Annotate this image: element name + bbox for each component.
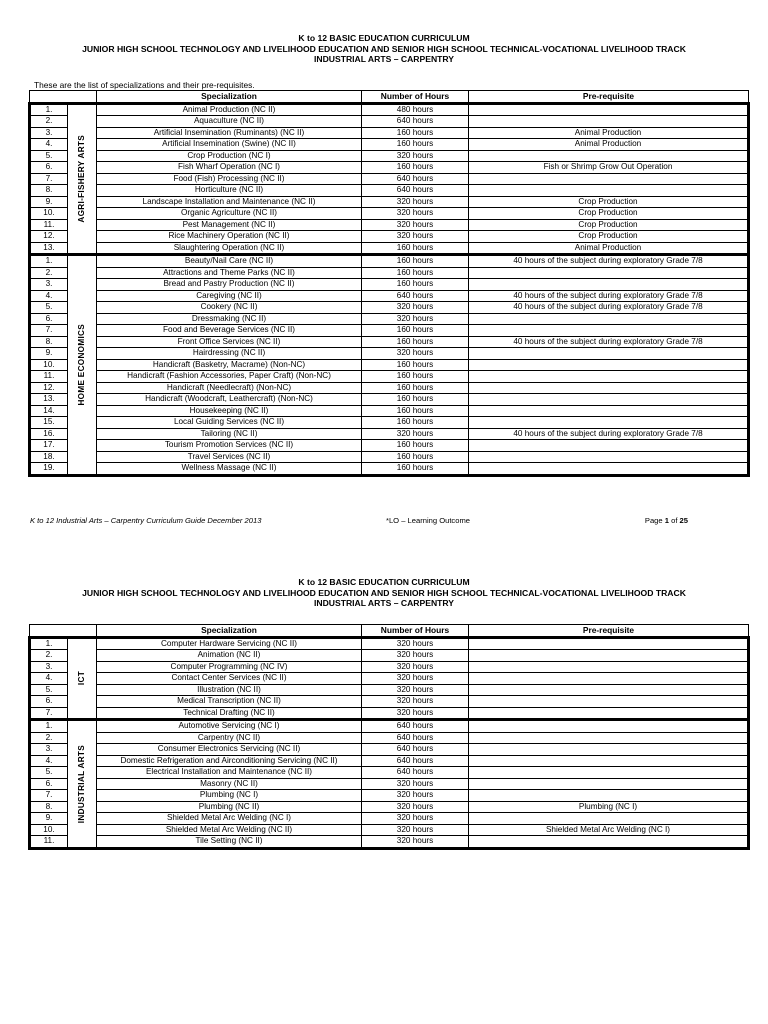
prerequisite-cell bbox=[469, 732, 749, 744]
row-number: 2. bbox=[30, 267, 68, 279]
prerequisite-cell bbox=[469, 836, 749, 849]
table-row bbox=[30, 755, 749, 767]
hours-cell: 320 hours bbox=[362, 313, 469, 325]
blank-header bbox=[30, 625, 68, 638]
table-row bbox=[30, 279, 749, 291]
row-number: 11. bbox=[30, 371, 68, 383]
header-line3: INDUSTRIAL ARTS – CARPENTRY bbox=[313, 598, 455, 608]
specialization-cell: Masonry (NC II) bbox=[97, 778, 362, 790]
table-row bbox=[30, 767, 749, 779]
table-row bbox=[30, 428, 749, 440]
page2-header bbox=[0, 577, 768, 609]
prerequisite-cell: Shielded Metal Arc Welding (NC I) bbox=[469, 824, 749, 836]
row-number: 11. bbox=[30, 836, 68, 849]
specialization-cell: Handicraft (Woodcraft, Leathercraft) (Non-NC) bbox=[97, 394, 362, 406]
header-line1: K to 12 BASIC EDUCATION CURRICULUM bbox=[298, 33, 470, 43]
row-number: 7. bbox=[30, 790, 68, 802]
intro-text: These are the list of specializations and their pre-requisites. bbox=[34, 80, 255, 90]
prerequisite-cell: 40 hours of the subject during exploratory Grade 7/8 bbox=[469, 428, 749, 440]
footer-lo-note: *LO – Learning Outcome bbox=[386, 516, 471, 525]
specialization-cell: Illustration (NC II) bbox=[97, 684, 362, 696]
specialization-cell: Consumer Electronics Servicing (NC II) bbox=[97, 744, 362, 756]
table-row bbox=[30, 707, 749, 720]
specialization-cell: Tourism Promotion Services (NC II) bbox=[97, 440, 362, 452]
specialization-cell: Food and Beverage Services (NC II) bbox=[97, 325, 362, 337]
hours-cell: 160 hours bbox=[362, 394, 469, 406]
specialization-cell: Handicraft (Needlecraft) (Non-NC) bbox=[97, 382, 362, 394]
prerequisite-cell: 40 hours of the subject during exploratory Grade 7/8 bbox=[469, 336, 749, 348]
hours-cell: 320 hours bbox=[362, 637, 469, 650]
row-number: 4. bbox=[30, 139, 68, 151]
table-row bbox=[30, 732, 749, 744]
table-row bbox=[30, 196, 749, 208]
category-label-cell bbox=[68, 103, 97, 255]
prerequisite-cell bbox=[469, 103, 749, 116]
hours-cell: 640 hours bbox=[362, 732, 469, 744]
category-label: ICT bbox=[77, 671, 86, 686]
table-row bbox=[30, 801, 749, 813]
specialization-cell: Pest Management (NC II) bbox=[97, 219, 362, 231]
prerequisite-cell bbox=[469, 173, 749, 185]
row-number: 7. bbox=[30, 707, 68, 720]
specialization-cell: Wellness Massage (NC II) bbox=[97, 463, 362, 476]
prerequisite-cell bbox=[469, 440, 749, 452]
group-home-economics bbox=[30, 255, 749, 476]
prerequisite-cell bbox=[469, 650, 749, 662]
specialization-cell: Tile Setting (NC II) bbox=[97, 836, 362, 849]
specialization-cell: Beauty/Nail Care (NC II) bbox=[97, 255, 362, 268]
table-row bbox=[30, 185, 749, 197]
table-row bbox=[30, 824, 749, 836]
specialization-cell: Cookery (NC II) bbox=[97, 302, 362, 314]
row-number: 13. bbox=[30, 394, 68, 406]
row-number: 10. bbox=[30, 824, 68, 836]
row-number: 4. bbox=[30, 673, 68, 685]
hours-cell: 320 hours bbox=[362, 650, 469, 662]
specialization-cell: Slaughtering Operation (NC II) bbox=[97, 242, 362, 255]
specialization-cell: Fish Wharf Operation (NC I) bbox=[97, 162, 362, 174]
row-number: 17. bbox=[30, 440, 68, 452]
specialization-table-page2 bbox=[28, 624, 750, 850]
category-label-cell bbox=[68, 637, 97, 720]
prerequisite-cell bbox=[469, 463, 749, 476]
hours-cell: 160 hours bbox=[362, 405, 469, 417]
row-number: 14. bbox=[30, 405, 68, 417]
row-number: 11. bbox=[30, 219, 68, 231]
row-number: 9. bbox=[30, 196, 68, 208]
specialization-cell: Artificial Insemination (Ruminants) (NC II) bbox=[97, 127, 362, 139]
hours-cell: 320 hours bbox=[362, 696, 469, 708]
prerequisite-cell: 40 hours of the subject during exploratory Grade 7/8 bbox=[469, 255, 749, 268]
hours-cell: 160 hours bbox=[362, 267, 469, 279]
table-row bbox=[30, 463, 749, 476]
blank-header bbox=[68, 625, 97, 638]
row-number: 5. bbox=[30, 302, 68, 314]
prerequisite-cell: Crop Production bbox=[469, 208, 749, 220]
hours-cell: 320 hours bbox=[362, 684, 469, 696]
row-number: 2. bbox=[30, 732, 68, 744]
prerequisite-cell: 40 hours of the subject during exploratory Grade 7/8 bbox=[469, 290, 749, 302]
row-number: 19. bbox=[30, 463, 68, 476]
row-number: 6. bbox=[30, 696, 68, 708]
specialization-cell: Animal Production (NC II) bbox=[97, 103, 362, 116]
table-row bbox=[30, 637, 749, 650]
table-row bbox=[30, 650, 749, 662]
table-row bbox=[30, 684, 749, 696]
prerequisite-cell bbox=[469, 394, 749, 406]
hours-cell: 160 hours bbox=[362, 279, 469, 291]
table-row bbox=[30, 208, 749, 220]
table-row bbox=[30, 778, 749, 790]
prerequisite-cell bbox=[469, 755, 749, 767]
row-number: 12. bbox=[30, 382, 68, 394]
specialization-cell: Handicraft (Fashion Accessories, Paper Craft) (Non-NC) bbox=[97, 371, 362, 383]
specialization-cell: Local Guiding Services (NC II) bbox=[97, 417, 362, 429]
table-row bbox=[30, 790, 749, 802]
prerequisite-cell: Animal Production bbox=[469, 127, 749, 139]
prereq-header: Pre-requisite bbox=[469, 625, 749, 638]
row-number: 6. bbox=[30, 313, 68, 325]
table-row bbox=[30, 394, 749, 406]
row-number: 8. bbox=[30, 336, 68, 348]
specialization-cell: Horticulture (NC II) bbox=[97, 185, 362, 197]
table-row bbox=[30, 325, 749, 337]
category-label-cell bbox=[68, 720, 97, 849]
prerequisite-cell: Crop Production bbox=[469, 231, 749, 243]
hours-cell: 160 hours bbox=[362, 417, 469, 429]
hours-cell: 640 hours bbox=[362, 744, 469, 756]
specialization-header: Specialization bbox=[97, 91, 362, 104]
hours-cell: 160 hours bbox=[362, 242, 469, 255]
row-number: 9. bbox=[30, 348, 68, 360]
prerequisite-cell bbox=[469, 116, 749, 128]
specialization-cell: Shielded Metal Arc Welding (NC II) bbox=[97, 824, 362, 836]
table-row bbox=[30, 173, 749, 185]
prerequisite-cell bbox=[469, 279, 749, 291]
specialization-cell: Plumbing (NC II) bbox=[97, 801, 362, 813]
row-number: 7. bbox=[30, 173, 68, 185]
row-number: 2. bbox=[30, 650, 68, 662]
prerequisite-cell bbox=[469, 150, 749, 162]
table-row bbox=[30, 673, 749, 685]
specialization-cell: Attractions and Theme Parks (NC II) bbox=[97, 267, 362, 279]
category-label: AGRI-FISHERY ARTS bbox=[77, 134, 86, 223]
row-number: 16. bbox=[30, 428, 68, 440]
specialization-cell: Computer Hardware Servicing (NC II) bbox=[97, 637, 362, 650]
hours-header: Number of Hours bbox=[362, 625, 469, 638]
row-number: 3. bbox=[30, 127, 68, 139]
prerequisite-cell bbox=[469, 790, 749, 802]
prerequisite-cell bbox=[469, 325, 749, 337]
table-row bbox=[30, 127, 749, 139]
hours-cell: 320 hours bbox=[362, 219, 469, 231]
specialization-cell: Caregiving (NC II) bbox=[97, 290, 362, 302]
row-number: 2. bbox=[30, 116, 68, 128]
hours-cell: 640 hours bbox=[362, 116, 469, 128]
footer-page-number bbox=[645, 516, 688, 525]
specialization-cell: Artificial Insemination (Swine) (NC II) bbox=[97, 139, 362, 151]
hours-cell: 320 hours bbox=[362, 150, 469, 162]
specialization-cell: Tailoring (NC II) bbox=[97, 428, 362, 440]
hours-cell: 640 hours bbox=[362, 173, 469, 185]
prerequisite-cell bbox=[469, 185, 749, 197]
hours-cell: 320 hours bbox=[362, 231, 469, 243]
hours-cell: 160 hours bbox=[362, 162, 469, 174]
hours-cell: 640 hours bbox=[362, 755, 469, 767]
table-row bbox=[30, 371, 749, 383]
hours-cell: 320 hours bbox=[362, 824, 469, 836]
specialization-header: Specialization bbox=[97, 625, 362, 638]
row-number: 10. bbox=[30, 208, 68, 220]
row-number: 15. bbox=[30, 417, 68, 429]
specialization-cell: Front Office Services (NC II) bbox=[97, 336, 362, 348]
row-number: 1. bbox=[30, 637, 68, 650]
specialization-cell: Plumbing (NC I) bbox=[97, 790, 362, 802]
specialization-cell: Computer Programming (NC IV) bbox=[97, 661, 362, 673]
table-row bbox=[30, 720, 749, 733]
prerequisite-cell bbox=[469, 348, 749, 360]
specialization-cell: Travel Services (NC II) bbox=[97, 451, 362, 463]
prerequisite-cell bbox=[469, 661, 749, 673]
row-number: 9. bbox=[30, 813, 68, 825]
table-row bbox=[30, 290, 749, 302]
specialization-cell: Medical Transcription (NC II) bbox=[97, 696, 362, 708]
table-row bbox=[30, 417, 749, 429]
row-number: 13. bbox=[30, 242, 68, 255]
page-of: of bbox=[668, 516, 680, 525]
table-header-row bbox=[30, 625, 749, 638]
specialization-cell: Housekeeping (NC II) bbox=[97, 405, 362, 417]
prerequisite-cell bbox=[469, 451, 749, 463]
prerequisite-cell: Animal Production bbox=[469, 242, 749, 255]
specialization-cell: Handicraft (Basketry, Macrame) (Non-NC) bbox=[97, 359, 362, 371]
prerequisite-cell bbox=[469, 707, 749, 720]
hours-cell: 640 hours bbox=[362, 290, 469, 302]
category-label: HOME ECONOMICS bbox=[77, 323, 86, 406]
prerequisite-cell: 40 hours of the subject during exploratory Grade 7/8 bbox=[469, 302, 749, 314]
specialization-cell: Hairdressing (NC II) bbox=[97, 348, 362, 360]
table-row bbox=[30, 313, 749, 325]
table-row bbox=[30, 139, 749, 151]
page-current: 1 bbox=[664, 516, 669, 525]
table-row bbox=[30, 267, 749, 279]
hours-cell: 160 hours bbox=[362, 359, 469, 371]
table-row bbox=[30, 255, 749, 268]
header-line2: JUNIOR HIGH SCHOOL TECHNOLOGY AND LIVELIHOOD EDUCATION AND SENIOR HIGH SCHOOL TECHNICAL-VOCATIONAL LIVELIHOOD TRACK bbox=[82, 587, 686, 598]
prerequisite-cell: Plumbing (NC I) bbox=[469, 801, 749, 813]
row-number: 5. bbox=[30, 767, 68, 779]
header-line1: K to 12 BASIC EDUCATION CURRICULUM bbox=[298, 577, 470, 587]
table-row bbox=[30, 302, 749, 314]
prerequisite-cell bbox=[469, 720, 749, 733]
hours-cell: 320 hours bbox=[362, 778, 469, 790]
row-number: 5. bbox=[30, 150, 68, 162]
prerequisite-cell bbox=[469, 417, 749, 429]
specialization-cell: Crop Production (NC I) bbox=[97, 150, 362, 162]
prerequisite-cell bbox=[469, 405, 749, 417]
prerequisite-cell bbox=[469, 778, 749, 790]
row-number: 10. bbox=[30, 359, 68, 371]
hours-cell: 480 hours bbox=[362, 103, 469, 116]
table-row bbox=[30, 242, 749, 255]
row-number: 3. bbox=[30, 661, 68, 673]
row-number: 18. bbox=[30, 451, 68, 463]
table-row bbox=[30, 440, 749, 452]
hours-cell: 640 hours bbox=[362, 185, 469, 197]
hours-cell: 320 hours bbox=[362, 836, 469, 849]
hours-cell: 320 hours bbox=[362, 673, 469, 685]
hours-cell: 320 hours bbox=[362, 302, 469, 314]
hours-cell: 160 hours bbox=[362, 382, 469, 394]
header-line2: JUNIOR HIGH SCHOOL TECHNOLOGY AND LIVELIHOOD EDUCATION AND SENIOR HIGH SCHOOL TECHNICAL-VOCATIONAL LIVELIHOOD TRACK bbox=[82, 43, 686, 54]
specialization-cell: Automotive Servicing (NC I) bbox=[97, 720, 362, 733]
row-number: 3. bbox=[30, 744, 68, 756]
prerequisite-cell bbox=[469, 637, 749, 650]
table-row bbox=[30, 451, 749, 463]
prerequisite-cell bbox=[469, 267, 749, 279]
header-line3: INDUSTRIAL ARTS – CARPENTRY bbox=[313, 54, 455, 64]
specialization-cell: Technical Drafting (NC II) bbox=[97, 707, 362, 720]
category-label: INDUSTRIAL ARTS bbox=[77, 744, 86, 823]
table-row bbox=[30, 116, 749, 128]
hours-cell: 320 hours bbox=[362, 428, 469, 440]
category-label-cell bbox=[68, 255, 97, 476]
table-row bbox=[30, 231, 749, 243]
specialization-cell: Bread and Pastry Production (NC II) bbox=[97, 279, 362, 291]
specialization-cell: Food (Fish) Processing (NC II) bbox=[97, 173, 362, 185]
table-row bbox=[30, 336, 749, 348]
specialization-cell: Animation (NC II) bbox=[97, 650, 362, 662]
specialization-cell: Landscape Installation and Maintenance (NC II) bbox=[97, 196, 362, 208]
prerequisite-cell bbox=[469, 313, 749, 325]
hours-cell: 160 hours bbox=[362, 336, 469, 348]
footer-guide-title: K to 12 Industrial Arts – Carpentry Curriculum Guide December 2013 bbox=[30, 516, 262, 525]
row-number: 3. bbox=[30, 279, 68, 291]
table-row bbox=[30, 836, 749, 849]
prerequisite-cell bbox=[469, 696, 749, 708]
prerequisite-cell bbox=[469, 673, 749, 685]
hours-header: Number of Hours bbox=[362, 91, 469, 104]
specialization-cell: Electrical Installation and Maintenance (NC II) bbox=[97, 767, 362, 779]
prerequisite-cell: Crop Production bbox=[469, 219, 749, 231]
specialization-cell: Rice Machinery Operation (NC II) bbox=[97, 231, 362, 243]
blank-header bbox=[30, 91, 68, 104]
table-row bbox=[30, 150, 749, 162]
hours-cell: 160 hours bbox=[362, 255, 469, 268]
specialization-cell: Contact Center Services (NC II) bbox=[97, 673, 362, 685]
row-number: 8. bbox=[30, 801, 68, 813]
specialization-table-page1 bbox=[28, 90, 750, 477]
row-number: 4. bbox=[30, 290, 68, 302]
prerequisite-cell bbox=[469, 744, 749, 756]
hours-cell: 320 hours bbox=[362, 348, 469, 360]
specialization-cell: Dressmaking (NC II) bbox=[97, 313, 362, 325]
table-row bbox=[30, 696, 749, 708]
prerequisite-cell bbox=[469, 371, 749, 383]
specialization-cell: Domestic Refrigeration and Airconditioning Servicing (NC II) bbox=[97, 755, 362, 767]
table-row bbox=[30, 744, 749, 756]
prerequisite-cell: Fish or Shrimp Grow Out Operation bbox=[469, 162, 749, 174]
table-row bbox=[30, 348, 749, 360]
prerequisite-cell bbox=[469, 359, 749, 371]
table-row bbox=[30, 219, 749, 231]
table-row bbox=[30, 813, 749, 825]
hours-cell: 320 hours bbox=[362, 801, 469, 813]
row-number: 7. bbox=[30, 325, 68, 337]
specialization-cell: Organic Agriculture (NC II) bbox=[97, 208, 362, 220]
specialization-cell: Carpentry (NC II) bbox=[97, 732, 362, 744]
group-ict bbox=[30, 637, 749, 720]
page-total: 25 bbox=[679, 516, 688, 525]
row-number: 5. bbox=[30, 684, 68, 696]
table-row bbox=[30, 661, 749, 673]
hours-cell: 320 hours bbox=[362, 661, 469, 673]
hours-cell: 160 hours bbox=[362, 440, 469, 452]
group-industrial-arts bbox=[30, 720, 749, 849]
hours-cell: 320 hours bbox=[362, 790, 469, 802]
prerequisite-cell bbox=[469, 767, 749, 779]
hours-cell: 320 hours bbox=[362, 208, 469, 220]
page1-header bbox=[0, 33, 768, 65]
hours-cell: 160 hours bbox=[362, 371, 469, 383]
row-number: 8. bbox=[30, 185, 68, 197]
prerequisite-cell: Crop Production bbox=[469, 196, 749, 208]
table-row bbox=[30, 405, 749, 417]
hours-cell: 160 hours bbox=[362, 451, 469, 463]
table-row bbox=[30, 162, 749, 174]
hours-cell: 160 hours bbox=[362, 325, 469, 337]
group-agri-fishery-arts bbox=[30, 103, 749, 255]
row-number: 1. bbox=[30, 720, 68, 733]
row-number: 4. bbox=[30, 755, 68, 767]
page-prefix: Page bbox=[644, 516, 665, 525]
row-number: 1. bbox=[30, 255, 68, 268]
prereq-header: Pre-requisite bbox=[469, 91, 749, 104]
row-number: 6. bbox=[30, 778, 68, 790]
hours-cell: 320 hours bbox=[362, 707, 469, 720]
row-number: 6. bbox=[30, 162, 68, 174]
table-row bbox=[30, 359, 749, 371]
hours-cell: 320 hours bbox=[362, 196, 469, 208]
prerequisite-cell bbox=[469, 684, 749, 696]
table-row bbox=[30, 382, 749, 394]
blank-header bbox=[68, 91, 97, 104]
hours-cell: 160 hours bbox=[362, 463, 469, 476]
specialization-cell: Aquaculture (NC II) bbox=[97, 116, 362, 128]
hours-cell: 160 hours bbox=[362, 139, 469, 151]
hours-cell: 160 hours bbox=[362, 127, 469, 139]
prerequisite-cell bbox=[469, 813, 749, 825]
prerequisite-cell bbox=[469, 382, 749, 394]
row-number: 12. bbox=[30, 231, 68, 243]
row-number: 1. bbox=[30, 103, 68, 116]
table-header-row bbox=[30, 91, 749, 104]
prerequisite-cell: Animal Production bbox=[469, 139, 749, 151]
specialization-cell: Shielded Metal Arc Welding (NC I) bbox=[97, 813, 362, 825]
table-row bbox=[30, 103, 749, 116]
hours-cell: 640 hours bbox=[362, 720, 469, 733]
hours-cell: 320 hours bbox=[362, 813, 469, 825]
hours-cell: 640 hours bbox=[362, 767, 469, 779]
